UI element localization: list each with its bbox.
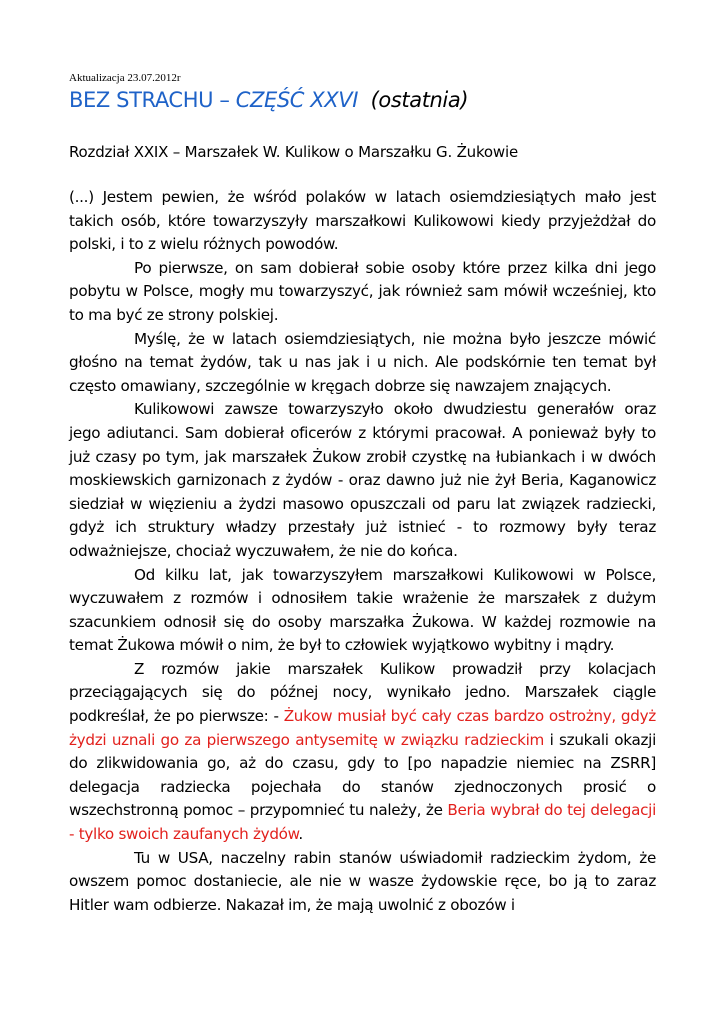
paragraph-6 <box>69 658 656 847</box>
paragraph-2: Po pierwsze, on sam dobierał sobie osoby które przez kilka dni jego pobytu w Polsce, mogły mu towarzyszyć, jak również sam mówił wcześniej, kto to ma być ze strony polskiej. <box>69 258 656 324</box>
chapter-heading: Rozdział XXIX – Marszałek W. Kulikow o Marszałku G. Żukowie <box>69 143 518 161</box>
paragraph-4: Kulikowowi zawsze towarzyszyło około dwudziestu generałów oraz jego adiutanci. Sam dobierał oficerów z którymi pracował. A ponieważ były to już czasy po tym, jak marszałek Żukow zrobił czystkę na łubiankach i w dwóch moskiewskich garnizonach z żydów - oraz dawno już nie żył Beria, Kaganowicz siedział w więzieniu a żydzi masowo opuszczali od paru lat związek radziecki, gdyż ich struktury władzy przestały już istnieć - to rozmowy były teraz odważniejsze, chociaż wyczuwałem, że nie do końca. <box>69 400 656 560</box>
page-title <box>69 88 468 112</box>
highlight-quote-2: Beria wybrał do tej delegacji - tylko swoich zaufanych żydów <box>69 801 657 844</box>
paragraph-3: Myślę, że w latach osiemdziesiątych, nie można było jeszcze mówić głośno na temat żydów, tak u nas jak i u nich. Ale podskórnie ten temat był często omawiany, szczególnie w kręgach dobrze się nawzajem znających. <box>69 329 656 395</box>
body-text <box>69 186 656 917</box>
paragraph-6-text-b: i szukali okazji do zlikwidowania go, aż do czasu, gdy to [po napadzie niemiec na ZSRR] delegacja radziecka pojechała do stanów zjednoczonych prosić o wszechstronną pomoc – przypomnieć tu należy, że <box>69 730 656 820</box>
highlight-quote-1: Żukow musiał być cały czas bardzo ostrożny, gdyż żydzi uznali go za pierwszego antysemitę w związku radzieckim <box>69 707 656 749</box>
title-part: CZĘŚĆ XXVI <box>235 88 359 112</box>
paragraph-1: (...) Jestem pewien, że wśród polaków w latach osiemdziesiątych mało jest takich osób, które towarzyszyły marszałkowi Kulikowowi kiedy przyjeżdżał do polski, i to z wielu różnych powodów. <box>69 188 656 254</box>
title-main: BEZ STRACHU – <box>69 88 236 112</box>
paragraph-7: Tu w USA, naczelny rabin stanów uświadomił radzieckim żydom, że owszem pomoc dostaniecie, ale nie w wasze żydowskie ręce, bo ją to zaraz Hitler wam odbierze. Nakazał im, że mają uwolnić z obozów i <box>69 848 656 914</box>
paragraph-6-text-a: Z rozmów jakie marszałek Kulikow prowadził przy kolacjach przeciągających się do późnej nocy, wynikało jedno. Marszałek ciągle podkreślał, że po pierwsze: - <box>69 659 656 726</box>
paragraph-6-text-c: . <box>298 825 303 844</box>
paragraph-5: Od kilku lat, jak towarzyszyłem marszałkowi Kulikowowi w Polsce, wyczuwałem z rozmów i odnosiłem takie wrażenie że marszałek z dużym szacunkiem odnosił się do osoby marszałka Żukowa. W każdej rozmowie na temat Żukowa mówił o nim, że był to człowiek wyjątkowo wybitny i mądry. <box>69 565 656 655</box>
title-last: (ostatnia) <box>370 88 469 112</box>
update-date: Aktualizacja 23.07.2012r <box>69 72 181 84</box>
